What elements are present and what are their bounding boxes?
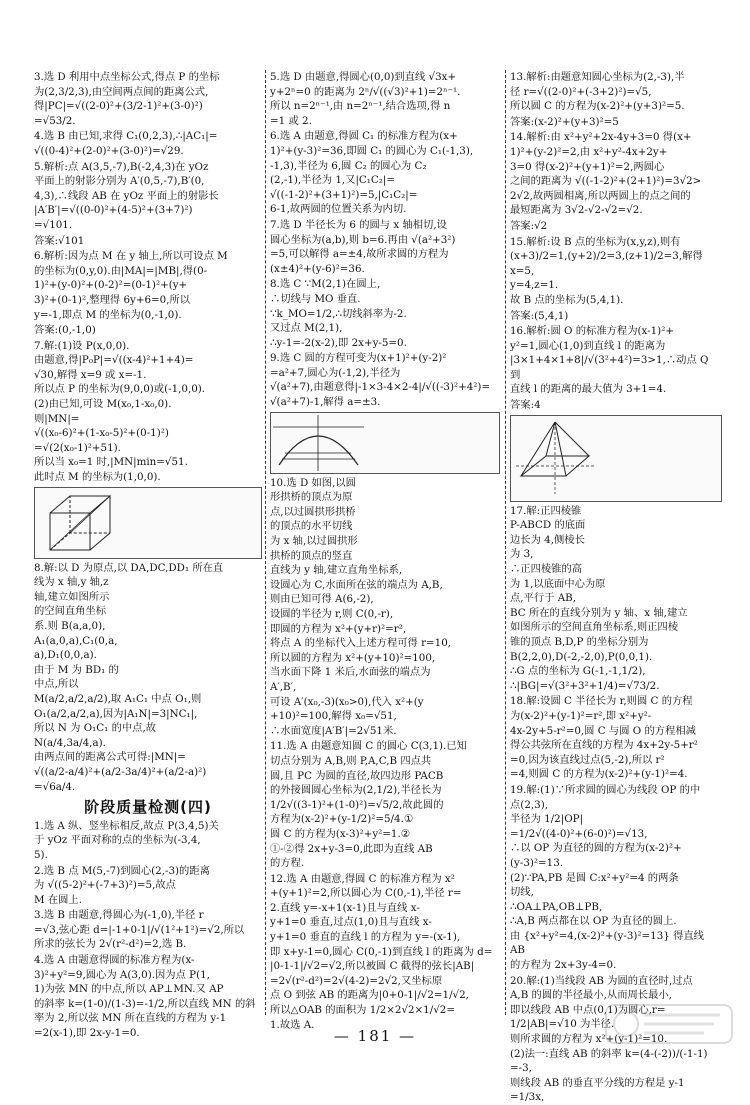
answer-item (270, 277, 500, 350)
answer-line: y+1=0 垂直,过点(1,0)且与直线 x- (270, 916, 432, 929)
answer-line: 7.选 D 半径长为 6 的圆与 x 轴相切,设 (270, 218, 447, 231)
answer-line: 7.解:(1)设 P(x,0,0). (34, 339, 130, 352)
answer-line: y=4,z=1. (510, 279, 559, 292)
answer-line: 即以线段 AB 中点(0,1)为圆心,r= (510, 1003, 666, 1016)
answer-line: 3.选 B 由题意,得圆心为(-1,0),半径 r (34, 909, 204, 922)
answer-line: ∴以 OP 为直径的圆的方程为(x-2)²+ (510, 842, 682, 855)
answer-item (510, 70, 722, 114)
answer-line: (x+3)/2=1,(y+2)/2=3,(z+1)/2=3,解得 x=5, (510, 250, 706, 277)
answer-column-2 (270, 70, 500, 1031)
answer-line: 由题意,得|P₀P|=√((x-4)²+1+4)= (34, 354, 194, 367)
answer-item (510, 398, 722, 413)
answer-line: =4,则圆 C 的方程为(x-2)²+(y-1)²=4. (510, 768, 688, 781)
answer-line: +(y+1)²=2,所以圆心为 C(0,-1),半径 r= (270, 887, 462, 900)
answer-item (34, 339, 262, 485)
answer-line: 的坐标为(0,y,0).由|MA|=|MB|,得(0- (34, 264, 208, 277)
answer-line: =√6a/4. (34, 780, 76, 793)
answer-line: 得|PC|=√((2-0)²+(3/2-1)²+(3-0)²) (34, 100, 203, 113)
answer-line: 锥的顶点 B,D,P 的坐标分别为 (510, 636, 649, 648)
answer-line: =a²+7,圆心为(-1,2),半径为 (270, 366, 401, 379)
answer-line: 系.则 B(a,a,0), (34, 620, 106, 632)
answer-line: 为 1,以底面中心为原 (510, 577, 606, 590)
answer-item (270, 872, 500, 1033)
answer-line: 8.选 C ∵M(2,1)在圆上, (270, 278, 381, 291)
answer-line: 则由已知可得 A(6,-2), (270, 593, 374, 606)
answer-line: 则所求圆的方程为 x²+(y-1)²=10. (510, 1033, 668, 1046)
answer-line: 则线段 AB 的垂直平分线的方程是 y-1 (510, 1076, 685, 1089)
answer-line: 9.选 C 圆的方程可变为(x+1)²+(y-2)² (270, 352, 447, 365)
answer-line: 当水面下降 1 米后,水面弦的端点为 (270, 666, 431, 679)
answer-line: 的外接圆圆心坐标为(2,1/2),半径长为 (270, 784, 442, 797)
answer-line: ∴A,B 两点都在以 OP 为直径的圆上. (510, 915, 677, 928)
answer-line: 1/2|AB|=√10 为半径. (510, 1018, 615, 1031)
answer-line: +10)²=100,解得 x₀=√51, (270, 710, 397, 723)
answer-item (510, 324, 722, 397)
answer-line: 的方程为 2x+3y-4=0. (510, 959, 617, 972)
answer-line: 18.解:设圆 C 半径长为 r,则圆 C 的方程 (510, 695, 693, 708)
column-divider (505, 70, 506, 1015)
answer-line: 于 yOz 平面对称的点的坐标为(-3,4, (34, 834, 201, 847)
answer-line: 线为 x 轴,y 轴,z (34, 576, 109, 589)
answer-line: 的方程. (270, 857, 305, 870)
answer-item (34, 129, 262, 158)
answer-line: √(a²+7)-1,解得 a=±3. (270, 396, 381, 409)
answer-line: 6-1,故两圆的位置关系为内切. (270, 203, 407, 216)
answer-line: √(a²+7),由题意得|-1×3-4×2-4|/√((-3)²+4²)= (270, 381, 491, 394)
answer-line: 将点 A 的坐标代入上述方程可得 r=10, (270, 637, 452, 650)
answer-item (510, 694, 722, 782)
answer-line: 11.选 A 由题意知圆 C 的圆心 C(3,1).已知 (270, 740, 467, 753)
answer-line: O₁(a/2,a/2,a),因为|A₁N|=3|NC₁|, (34, 707, 198, 720)
answer-line: 4.选 A 由题意得圆的标准方程为(x- (34, 954, 195, 967)
answer-line: 12.选 A 由题意,得圆 C 的标准方程为 x² (270, 872, 455, 885)
answer-line: 直线为 y 轴,建立直角坐标系, (270, 564, 403, 577)
answer-line: 2.直线 y=-x+1(x-1)且与直线 x- (270, 901, 420, 914)
answer-item (270, 218, 500, 276)
answer-line: A₁(a,0,a),C₁(0,a, (34, 634, 118, 647)
answer-line: P-ABCD 的底面 (510, 519, 586, 532)
answer-line: 1)²+(y-0)²+(0-2)²=(0-1)²+(y+ (34, 279, 188, 292)
answer-line: √((0-4)²+(2-0)²+(3-0)²)=√29. (34, 144, 184, 157)
answer-line: √((a/2-a/4)²+(a/2-3a/4)²+(a/2-a)²) (34, 765, 207, 778)
answer-line: 8.解:以 D 为原点,以 DA,DC,DD₁ 所在直 (34, 561, 224, 574)
answer-line: 答案:√2 (510, 219, 548, 232)
answer-column-1 (34, 70, 262, 1040)
answer-line: 所以当 x₀=1 时,|MN|min=√51. (34, 456, 188, 469)
answer-line: ∴|BG|=√(3²+3²+1/4)=√73/2. (510, 679, 660, 692)
answer-line: 点 O 到弦 AB 的距离为|0+0-1|/√2=1/√2, (270, 989, 469, 1002)
answer-item (510, 115, 722, 130)
answer-line: ∴切线与 MO 垂直. (270, 292, 361, 305)
answer-line: =0,因为该直线过点(5,-2),所以 r² (510, 753, 665, 766)
answer-line: M 在圆上. (34, 893, 82, 906)
answer-line: (y-3)²=13. (510, 856, 564, 869)
answer-item (270, 739, 500, 870)
answer-line: 切线, (510, 886, 534, 899)
answer-line: ∴正四棱锥的高 (510, 563, 583, 576)
answer-line: a),D₁(0,0,a). (34, 649, 97, 662)
answer-line: |A′B′|=√((0-0)²+(4-5)²+(3+7)²) (34, 204, 193, 217)
answer-line: 14.解析:由 x²+y²+2x-4y+3=0 得(x+ (510, 131, 692, 144)
answer-item (270, 129, 500, 217)
answer-line: 20.解:(1)当线段 AB 为圆的直径时,过点 (510, 974, 693, 987)
answer-line: 的顶点的水平切线 (270, 520, 353, 533)
answer-line: =1/3x, (510, 1091, 545, 1104)
answer-line: 设圆的半径为 r,则 C(0,-r), (270, 608, 394, 620)
answer-line: 1.选 A 纵、竖坐标相反,故点 P(3,4,5)关 (34, 819, 219, 832)
answer-line: 由两点间的距离公式可得:|MN|= (34, 751, 186, 764)
answer-item (34, 249, 262, 322)
answer-line: 半径为 1/2|OP| (510, 813, 584, 826)
answer-line: ∴G 点的坐标为 G(-1,-1,1/2), (510, 665, 646, 678)
column-divider (265, 70, 266, 1015)
answer-line: A′,B′, (270, 680, 297, 693)
answer-item (510, 130, 722, 218)
answer-item (34, 160, 262, 233)
answer-line: ∵k_MO=1/2,∴切线斜率为-2. (270, 307, 407, 320)
answer-line: 圆心坐标为(a,b),则 b=6.再由 √(a²+3²) (270, 233, 456, 246)
answer-line: 6.选 A 由题意,得圆 C₁ 的标准方程为(x+ (270, 130, 458, 143)
answer-line: 轴,建立如图所示 (34, 590, 110, 603)
answer-line: 圆 C 的方程为(x-3)²+y²=1.② (270, 827, 410, 840)
answer-line: 5). (34, 848, 48, 861)
answer-line: =2(x-1),即 2x-y-1=0. (34, 1027, 140, 1040)
answer-line: 所以 N 为 O₁C₁ 的中点,故 (34, 722, 157, 735)
answer-line: -1,3),半径为 6,圆 C₂ 的圆心为 C₂ (270, 159, 427, 172)
answer-line: =√53/2. (34, 114, 76, 127)
answer-line: 即 x+y-1=0,圆心 C(0,-1)到直线 l 的距离为 d= (270, 945, 493, 958)
answer-line: 即圆的方程为 x²+(y+r)²=r², (270, 622, 407, 635)
answer-line: 16.解析:圆 O 的标准方程为(x-1)²+ (510, 325, 674, 338)
answer-item (270, 70, 500, 128)
answer-line: 中点,所以 (34, 678, 79, 691)
answer-line: 为 x 轴,以过圆拱形 (270, 535, 358, 548)
answer-item (510, 309, 722, 324)
answer-line: (2)法一:直线 AB 的斜率 k=(4-(-2))/(-1-1) (510, 1047, 708, 1060)
answer-line: 点(2,3), (510, 798, 548, 811)
answer-line: 拱桥的顶点的竖直 (270, 549, 353, 562)
answer-item (34, 234, 262, 249)
answer-line: ∴水面宽度|A′B′|=2√51米. (270, 724, 397, 737)
answer-line: 方程为(x-2)²+(y-1/2)²=5/4.① (270, 813, 414, 826)
answer-line: 2.选 B 点 M(5,-7)到圆心(2,-3)的距离 (34, 864, 210, 877)
answer-line: 径 r=√((2-0)²+(-3+2)²)=√5, (510, 85, 652, 98)
answer-item (34, 819, 262, 863)
answer-line: 1)²+(y-3)²=36,即圆 C₁ 的圆心为 C₁(-1,3), (270, 144, 474, 157)
answer-line: 6.解析:因为点 M 在 y 轴上,所以可设点 M (34, 250, 228, 263)
answer-item (34, 908, 262, 952)
answer-line: (x±4)²+(y-6)²=36. (270, 262, 365, 275)
answer-line: y=-1,即点 M 的坐标为(0,-1,0). (34, 308, 182, 321)
answer-line: 4,3),∴线段 AB 在 yOz 平面上的射影长 (34, 189, 219, 202)
answer-item (34, 70, 262, 128)
answer-line: 点,平行于 AB, (510, 592, 577, 605)
answer-line: 3)²+(0-1)²,整理得 6y+6=0,所以 (34, 293, 191, 306)
answer-line: =-3, (510, 1062, 532, 1075)
section-title: 阶段质量检测(四) (84, 798, 212, 817)
watermark-logo (604, 1003, 734, 1045)
answer-line: 15.解析:设 B 点的坐标为(x,y,z),则有 (510, 235, 681, 248)
answer-line: 所以圆 C 的方程为(x-2)²+(y+3)²=5. (510, 100, 685, 113)
answer-item (270, 476, 500, 739)
answer-line: 答案:4 (510, 399, 541, 412)
answer-line: (2)∵PA,PB 是圆 C:x²+y²=4 的两条 (510, 871, 679, 884)
answer-line: 19.解:(1)∵所求圆的圆心为线段 OP 的中 (510, 783, 701, 796)
answer-line: =2√(r²-d²)=2√(4-2)=2√2,又坐标原 (270, 974, 443, 987)
answer-line: =5,可以解得 a=±4,故所求圆的方程为 (270, 248, 449, 261)
answer-line: 故 B 点的坐标为(5,4,1). (510, 293, 624, 306)
answer-line: 平面上的射影分别为 A′(0,5,-7),B′(0, (34, 175, 205, 188)
answer-line: |0-1-1|/√2=√2,所以被圆 C 截得的弦长|AB| (270, 960, 475, 973)
answer-line: √((-1-2)²+(3+1)²)=5,|C₁C₂|= (270, 188, 418, 201)
answer-line: 10.选 D 如图,以圆 (270, 476, 356, 489)
answer-line: 之间的距离为 √((-1-2)²+(2+1)²)=3√2> (510, 175, 702, 188)
answer-line: 答案:(0,-1,0) (34, 324, 96, 337)
answer-line: =√101. (34, 218, 73, 231)
answer-line: 所以△OAB 的面积为 1/2×2√2×1/√2= (270, 1004, 455, 1017)
answer-line: √((x₀-6)²+(1-x₀-5)²+(0-1)²) (34, 427, 169, 440)
answer-line: 点,以过圆拱形拱桥 (270, 505, 356, 518)
answer-line: 为(2,3/2,3),由空间两点间的距离公式, (34, 85, 209, 98)
answer-line: 13.解析:由题意知圆心坐标为(2,-3),半 (510, 71, 685, 83)
answer-line: BC 所在的直线分别为 y 轴、x 轴,建立 (510, 606, 688, 619)
answer-line: 所以 n=2ⁿ⁻¹,由 n=2ⁿ⁻¹,结合选项,得 n (270, 100, 451, 113)
answer-line: 切点分别为 A,B,则 P,A,C,B 四点共 (270, 754, 432, 767)
answer-line: 为(x-2)²+(y-1)²=r²,即 x²+y²- (510, 709, 652, 722)
answer-line: 最短距离为 3√2-√2-√2=√2. (510, 204, 643, 217)
answer-line: y+1=0 垂直的直线 l 的方程为 y=-(x-1), (270, 931, 461, 944)
answer-line: 由于 M 为 BD₁ 的 (34, 663, 119, 676)
answer-line: ∴y-1=-2(x-2),即 2x+y-5=0. (270, 336, 407, 349)
answer-line: =1 或 2. (270, 114, 312, 127)
answer-line: 可设 A′(x₀,-3)(x₀>0),代入 x²+(y (270, 695, 424, 708)
answer-line: 圆,且 PC 为圆的直径,故四边形 PACB (270, 769, 444, 782)
answer-line: y+2ⁿ=0 的距离为 2ⁿ/√((√3)²+1)=2ⁿ⁻¹. (270, 85, 461, 98)
answer-item (34, 323, 262, 338)
answer-item (510, 504, 722, 694)
answer-line: 答案:(5,4,1) (510, 309, 569, 322)
answer-line: 所以圆的方程为 x²+(y+10)²=100, (270, 651, 436, 664)
answer-line: 则|MN|= (34, 412, 80, 425)
answer-column-3 (510, 70, 722, 1104)
answer-line: |3×1+4×1+8|/√(3²+4²)=3>1,∴动点 Q 到 (510, 354, 712, 381)
answer-line: N(a/4,3a/4,a). (34, 736, 106, 749)
answer-item (34, 864, 262, 908)
answer-line: 由 {x²+y²=4,(x-2)²+(y-3)²=13} 得直线 AB (510, 929, 708, 957)
arch-bridge-figure (270, 412, 500, 474)
answer-line: 1.故选 A. (270, 1018, 315, 1031)
answer-line: 此时点 M 的坐标为(1,0,0). (34, 471, 161, 484)
answer-line: 设圆心为 C,水面所在弦的端点为 A,B, (270, 578, 443, 591)
answer-line: 率为 2,所以弦 MN 所在直线的方程为 y-1 (34, 1012, 227, 1025)
answer-line: 5.选 D 由题意,得圆心(0,0)到直线 √3x+ (270, 71, 457, 83)
answer-line: 1/2√((3-1)²+(1-0)²)=√5/2,故此圆的 (270, 798, 444, 811)
answer-line: 答案:(x-2)²+(y+3)²=5 (510, 115, 619, 128)
answer-line: 3.选 D 利用中点坐标公式,得点 P 的坐标 (34, 71, 220, 83)
answer-line: 17.解:正四棱锥 (510, 504, 582, 517)
answer-item (510, 219, 722, 234)
answer-line: 答案:√101 (34, 234, 85, 247)
answer-line: 又过点 M(2,1), (270, 322, 343, 335)
answer-line: 得公共弦所在直线的方程为 4x+2y-5+r² (510, 739, 698, 752)
answer-line: 1)²+(y-2)²=2,由 x²+y²-4x+2y+ (510, 145, 668, 158)
answer-line: 3=0 得(x-2)²+(y+1)²=2,两圆心 (510, 160, 665, 173)
answer-line: ①-②得 2x+y-3=0,此即为直线 AB (270, 842, 433, 855)
answer-line: 3)²+y²=9,圆心为 A(3,0).因为点 P(1, (34, 968, 210, 981)
answer-line: (2)由已知,可设 M(x₀,1-x₀,0). (34, 398, 172, 411)
answer-line: 所求的弦长为 2√(r²-d²)=2,选 B. (34, 938, 187, 951)
answer-line: A,B 的圆的半径最小,从而周长最小, (510, 989, 672, 1002)
answer-line: 4.选 B 由已知,求得 C₁(0,2,3),∴|AC₁|= (34, 130, 218, 143)
answer-line: 的斜率 k=(1-0)/(1-3)=-1/2,所以直线 MN 的斜 (34, 997, 256, 1010)
cube-figure (34, 487, 262, 559)
answer-line: 如图所示的空间直角坐标系,则正四棱 (510, 621, 679, 634)
answer-item (34, 561, 262, 795)
answer-line: M(a/2,a/2,a/2),取 A₁C₁ 中点 O₁,则 (34, 692, 202, 705)
answer-line: B(2,2,0),D(-2,-2,0),P(0,0,1). (510, 650, 653, 663)
answer-line: √30,解得 x=9 或 x=-1. (34, 368, 147, 381)
answer-line: 直线 l 的距离的最大值为 3+1=4. (510, 383, 667, 396)
answer-line: 2√2,故两圆相离,所以两圆上的点之间的 (510, 189, 691, 202)
answer-item (510, 235, 722, 308)
answer-item (270, 351, 500, 409)
answer-line: (2,-1),半径为 1,又|C₁C₂|= (270, 174, 396, 187)
answer-line: ∴OA⊥PA,OB⊥PB, (510, 900, 603, 913)
answer-line: =√3,弦心距 d=|-1+0-1|/√(1²+1²)=√2,所以 (34, 923, 245, 936)
answer-line: 形拱桥的顶点为原 (270, 491, 353, 504)
answer-line: 为 3, (510, 548, 534, 561)
answer-line: y²=1,圆心(1,0)到直线 l 的距离为 (510, 339, 666, 352)
answer-line: 为 √((5-2)²+(-7+3)²)=5,故点 (34, 879, 176, 892)
answer-line: 所以点 P 的坐标为(9,0,0)或(-1,0,0). (34, 383, 206, 396)
answer-line: 边长为 4,侧棱长 (510, 533, 585, 546)
answer-line: =√(2(x₀-1)²+51). (34, 441, 121, 454)
pyramid-figure (510, 415, 722, 502)
answer-line: =1/2√((4-0)²+(6-0)²)=√13, (510, 827, 648, 840)
answer-item (510, 783, 722, 973)
answer-line: 4x-2y+5-r²=0,圆 C 与圆 O 的方程相减 (510, 724, 696, 737)
page-number: — 181 — (333, 1027, 417, 1045)
answer-line: 的空间直角坐标 (34, 605, 107, 618)
answer-line: 1)为弦 MN 的中点,所以 AP⊥MN.又 AP (34, 983, 224, 996)
answer-line: 5.解析:点 A(3,5,-7),B(-2,4,3)在 yOz (34, 160, 209, 173)
